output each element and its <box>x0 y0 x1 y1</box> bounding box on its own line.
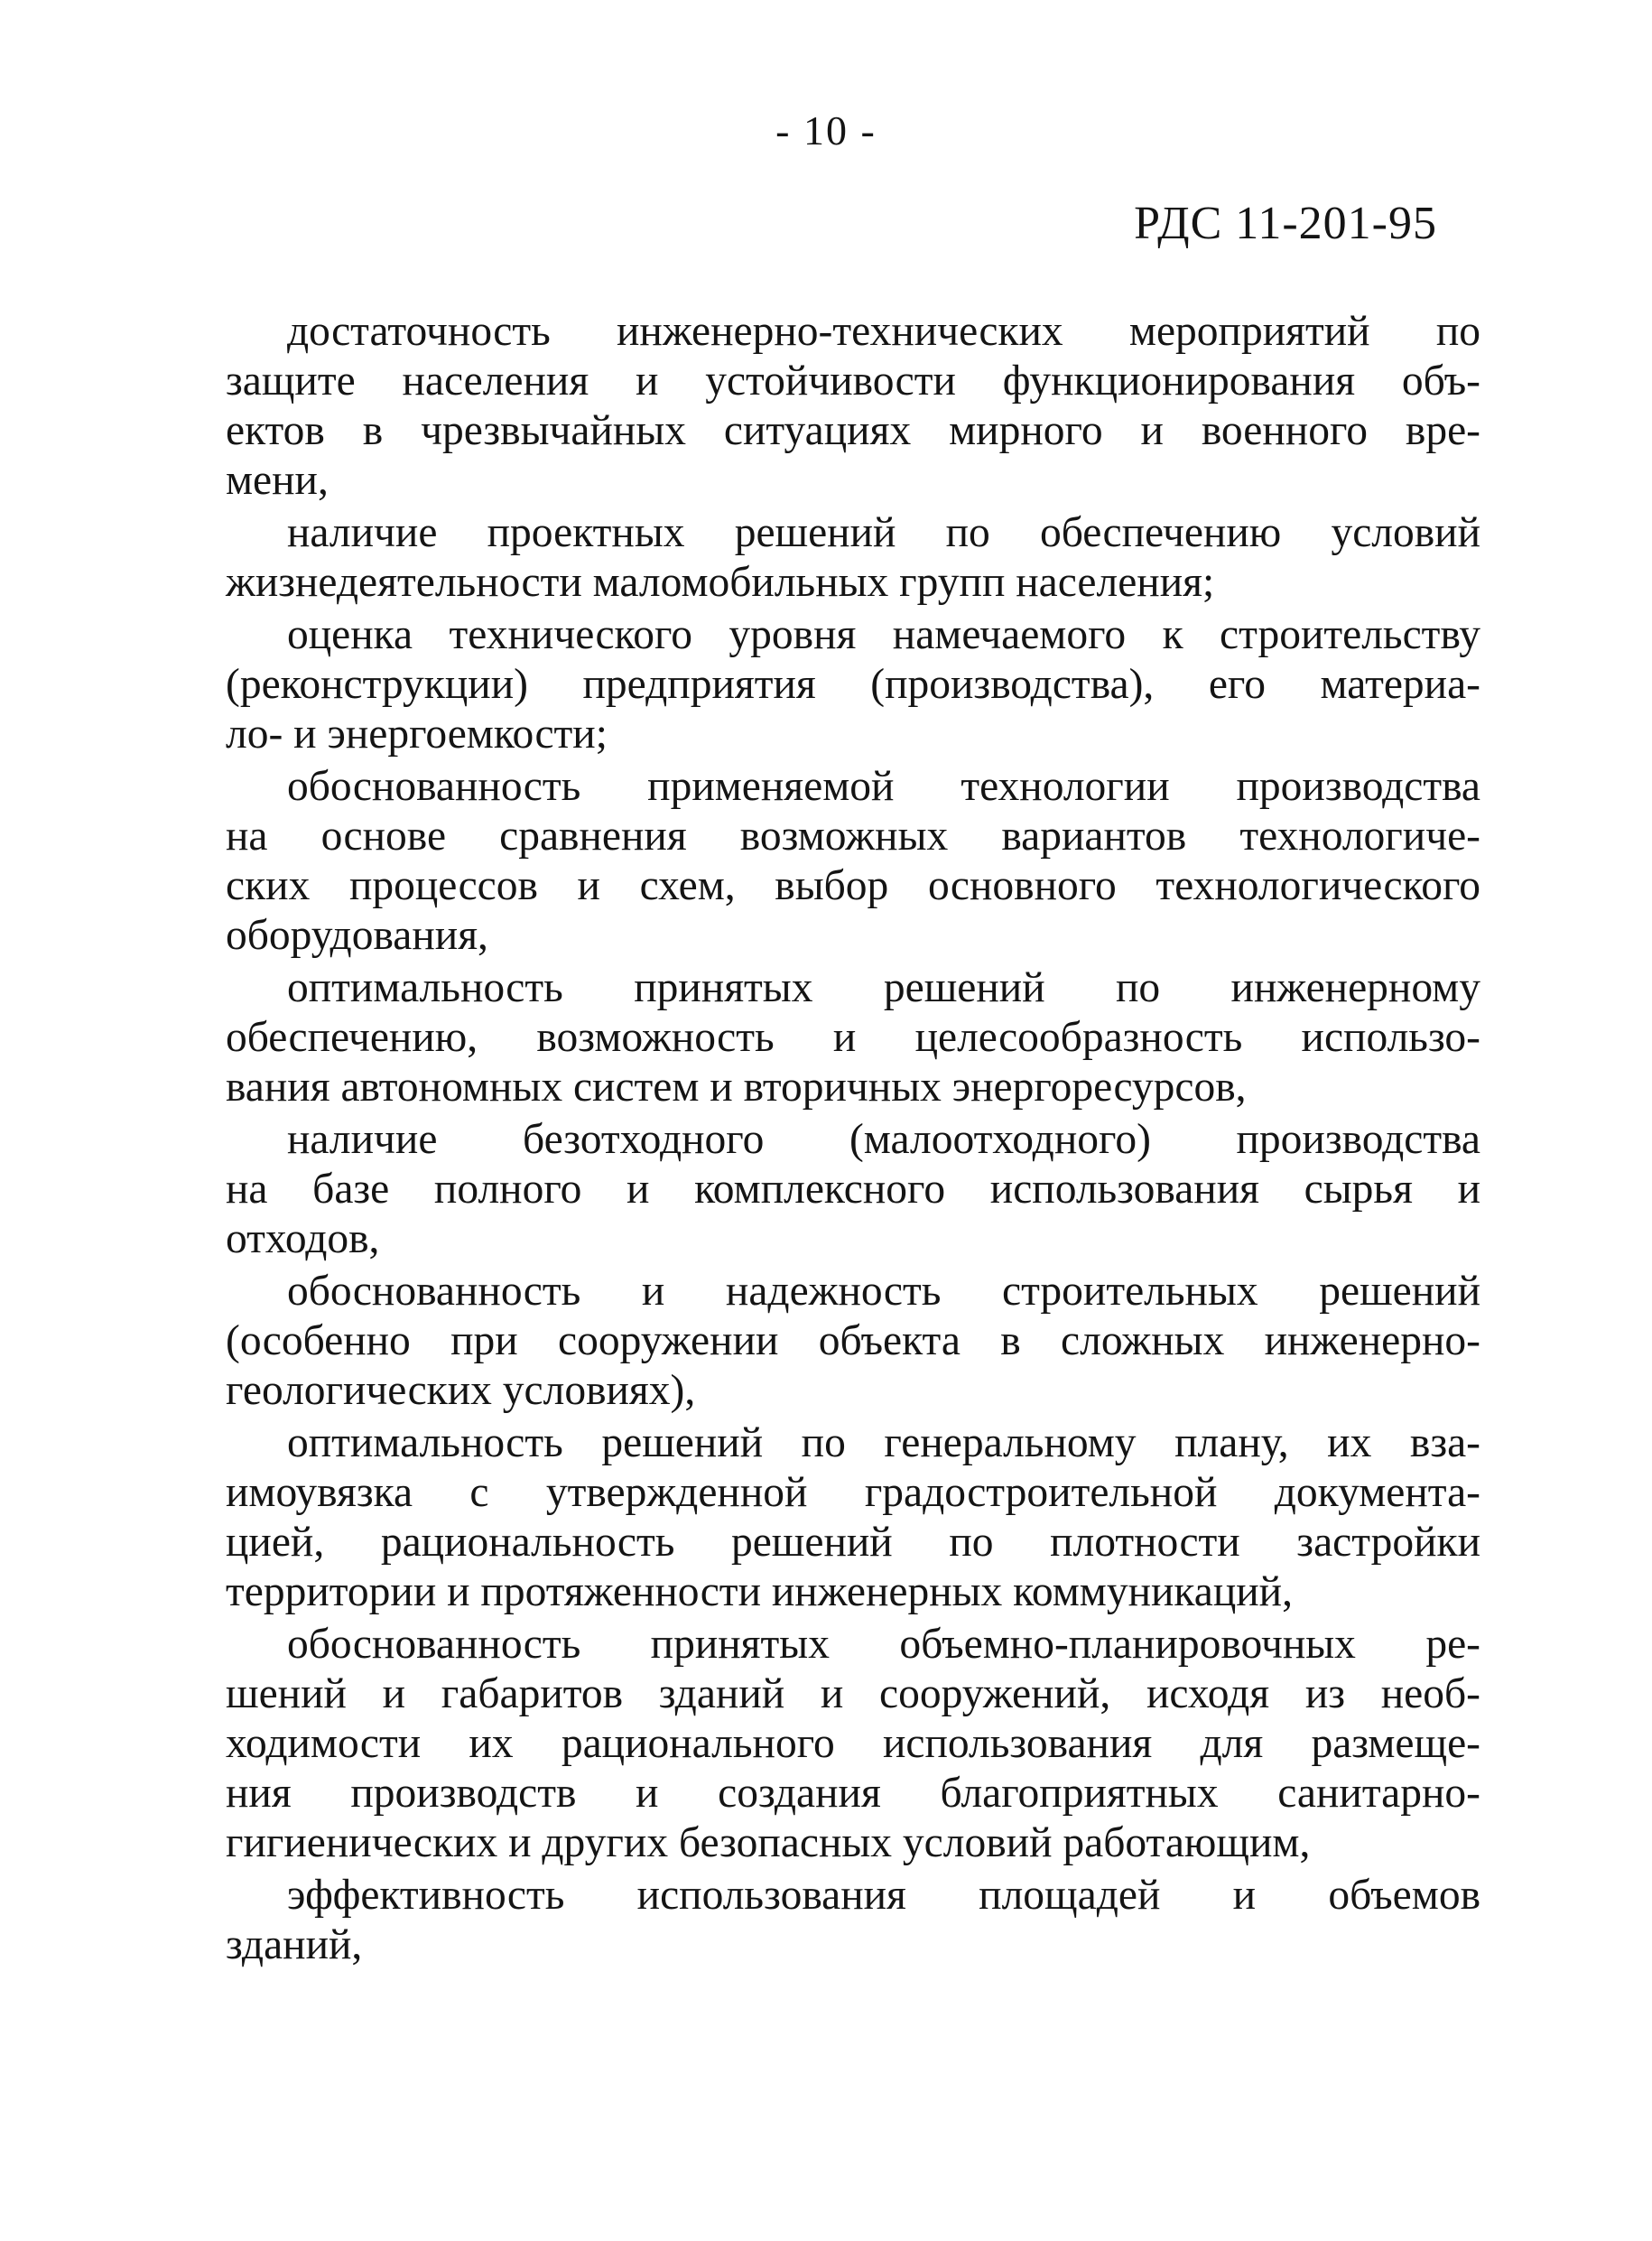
text-line: наличие безотходного (малоотходного) производства <box>287 1116 1480 1163</box>
text-line: геологических условиях), <box>226 1367 696 1414</box>
text-line: жизнедеятельности маломобильных групп населения; <box>226 559 1215 606</box>
paragraph <box>226 1871 1480 1970</box>
paragraph <box>226 963 1480 1112</box>
text-line: обоснованность применяемой технологии производства <box>287 763 1480 810</box>
paragraph <box>226 508 1480 608</box>
paragraph <box>226 762 1480 961</box>
text-line: оптимальность принятых решений по инженерному <box>287 964 1480 1011</box>
text-line: цией, рациональность решений по плотности застройки <box>226 1519 1480 1566</box>
body-text <box>226 307 1480 1973</box>
text-line: ских процессов и схем, выбор основного технологического <box>226 862 1480 909</box>
text-line: наличие проектных решений по обеспечению условий <box>287 509 1480 556</box>
text-line: защите населения и устойчивости функционирования объ- <box>226 358 1480 404</box>
text-line: (реконструкции) предприятия (производства), его материа- <box>226 661 1480 708</box>
text-line: ходимости их рационального использования для размеще- <box>226 1720 1480 1767</box>
paragraph <box>226 307 1480 506</box>
paragraph <box>226 1115 1480 1264</box>
document-code: РДС 11-201-95 <box>1134 198 1437 249</box>
text-line: обеспечению, возможность и целесообразность использо- <box>226 1014 1480 1061</box>
text-line: зданий, <box>226 1921 363 1968</box>
text-line: вания автономных систем и вторичных энергоресурсов, <box>226 1064 1247 1111</box>
text-line: ния производств и создания благоприятных санитарно- <box>226 1770 1480 1817</box>
paragraph <box>226 1418 1480 1617</box>
text-line: территории и протяженности инженерных коммуникаций, <box>226 1568 1293 1615</box>
text-line: (особенно при сооружении объекта в сложных инженерно- <box>226 1317 1480 1364</box>
text-line: эффективность использования площадей и объемов <box>287 1872 1480 1919</box>
text-line: обоснованность и надежность строительных решений <box>287 1268 1480 1315</box>
text-line: ло- и энергоемкости; <box>226 711 608 758</box>
text-line: гигиенических и других безопасных условий работающим, <box>226 1819 1311 1866</box>
paragraph <box>226 1620 1480 1868</box>
text-line: на основе сравнения возможных вариантов технологиче- <box>226 813 1480 860</box>
text-line: мени, <box>226 457 329 504</box>
text-line: на базе полного и комплексного использования сырья и <box>226 1166 1480 1213</box>
text-line: отходов, <box>226 1215 380 1262</box>
text-line: шений и габаритов зданий и сооружений, исходя из необ- <box>226 1670 1480 1717</box>
text-line: обоснованность принятых объемно-планировочных ре- <box>287 1621 1480 1668</box>
text-line: оптимальность решений по генеральному плану, их вза- <box>287 1419 1480 1466</box>
page-number: - 10 - <box>775 107 877 153</box>
paragraph <box>226 1267 1480 1416</box>
paragraph <box>226 610 1480 759</box>
text-line: оценка технического уровня намечаемого к строительству <box>287 611 1480 658</box>
text-line: ектов в чрезвычайных ситуациях мирного и военного вре- <box>226 407 1480 454</box>
text-line: оборудования, <box>226 912 488 959</box>
text-line: имоувязка с утвержденной градостроительной документа- <box>226 1469 1480 1516</box>
text-line: достаточность инженерно-технических мероприятий по <box>287 308 1480 355</box>
